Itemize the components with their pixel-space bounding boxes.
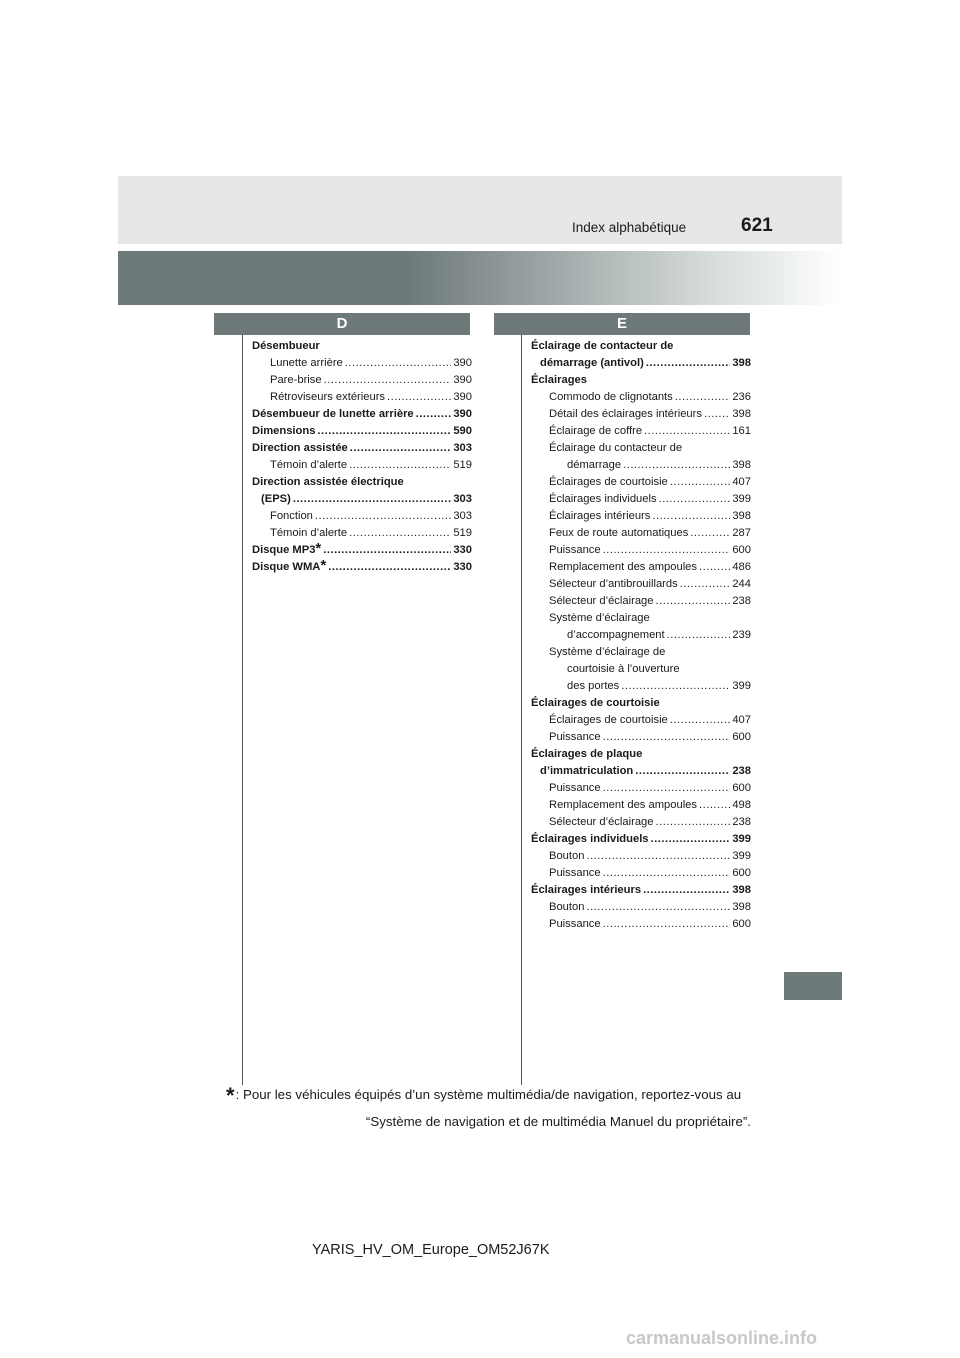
dot-leader	[603, 916, 731, 933]
index-entry	[531, 797, 751, 814]
dot-leader	[349, 525, 451, 542]
dot-leader	[586, 899, 730, 916]
index-entry	[531, 491, 751, 508]
index-entry-text: Bouton	[549, 850, 585, 862]
dot-leader	[293, 491, 451, 508]
index-entry-text: Système d’éclairage	[549, 612, 650, 624]
index-entry	[252, 474, 472, 491]
letter-heading-d: D	[214, 313, 470, 335]
index-entry-text: d’accompagnement	[567, 629, 665, 641]
index-entry	[531, 899, 751, 916]
index-entry	[531, 729, 751, 746]
index-page-number: 519	[453, 459, 472, 471]
index-page-number: 398	[732, 408, 751, 420]
dot-leader	[643, 882, 730, 899]
index-entry-text: Éclairages individuels	[531, 833, 649, 845]
index-entry	[531, 440, 751, 457]
footnote-line-2: “Système de navigation et de multimédia Manuel du propriétaire”.	[365, 1114, 751, 1129]
dot-leader	[603, 780, 731, 797]
index-page-number: 238	[732, 595, 751, 607]
dot-leader	[699, 797, 730, 814]
dot-leader	[680, 576, 731, 593]
document-code: YARIS_HV_OM_Europe_OM52J67K	[312, 1242, 550, 1258]
index-entry-text: Sélecteur d’éclairage	[549, 595, 654, 607]
index-entry	[531, 627, 751, 644]
index-entry-text: Éclairage de coffre	[549, 425, 643, 437]
index-entry-text: Désembueur de lunette arrière	[252, 408, 414, 420]
index-entry	[252, 406, 472, 423]
dot-leader	[690, 525, 730, 542]
index-entry-text: Éclairage de contacteur de	[531, 340, 674, 352]
index-entry-text: Éclairages de courtoisie	[531, 697, 660, 709]
index-entry-text: Direction assistée	[252, 442, 348, 454]
dot-leader	[324, 372, 452, 389]
index-entry	[531, 610, 751, 627]
dot-leader	[655, 593, 730, 610]
index-page-number: 390	[453, 357, 472, 369]
index-entry	[531, 576, 751, 593]
index-page-number: 390	[453, 391, 472, 403]
dot-leader	[345, 355, 452, 372]
dot-leader	[699, 559, 730, 576]
index-page-number: 398	[732, 901, 751, 913]
index-entry-text: Témoin d’alerte	[270, 527, 348, 539]
index-page-number: 303	[453, 510, 472, 522]
index-entry-text: Éclairages	[531, 374, 587, 386]
index-entry-text: d’immatriculation	[540, 765, 634, 777]
index-page-number: 238	[732, 816, 751, 828]
index-entry	[531, 355, 751, 372]
index-page-number: 398	[732, 884, 751, 896]
dot-leader	[317, 423, 451, 440]
dot-leader	[603, 729, 731, 746]
dot-leader	[586, 848, 730, 865]
index-page-number: 398	[732, 357, 751, 369]
index-entry	[531, 593, 751, 610]
index-entry-text: démarrage (antivol)	[540, 357, 644, 369]
index-entry	[252, 440, 472, 457]
index-entry-text: Détail des éclairages intérieurs	[549, 408, 702, 420]
dot-leader	[704, 406, 730, 423]
index-entry	[531, 559, 751, 576]
index-entry	[252, 423, 472, 440]
index-entry	[252, 525, 472, 542]
index-page-number: 398	[732, 459, 751, 471]
footnote	[226, 1082, 751, 1135]
index-page-number: 600	[732, 544, 751, 556]
index-page-number: 398	[732, 510, 751, 522]
index-entry-text: Sélecteur d’éclairage	[549, 816, 654, 828]
index-entry-text: Bouton	[549, 901, 585, 913]
dot-leader	[387, 389, 451, 406]
index-entry	[531, 746, 751, 763]
dot-leader	[651, 831, 731, 848]
header-bar	[118, 176, 842, 244]
index-page-number: 239	[732, 629, 751, 641]
dot-leader	[670, 712, 731, 729]
index-entry	[531, 644, 751, 661]
column-rule-e	[521, 335, 522, 1085]
index-entry-text: Puissance	[549, 731, 601, 743]
index-entry-text: démarrage	[567, 459, 622, 471]
index-entry	[252, 457, 472, 474]
index-entry-text: Direction assistée électrique	[252, 476, 404, 488]
index-entry	[531, 865, 751, 882]
dot-leader	[349, 457, 451, 474]
index-entry	[252, 389, 472, 406]
dot-leader	[621, 678, 730, 695]
index-page-number: 600	[732, 867, 751, 879]
index-entry-text: Disque WMA	[252, 561, 321, 573]
dot-leader	[675, 389, 731, 406]
index-entry	[531, 916, 751, 933]
dot-leader	[603, 542, 731, 559]
index-page-number: 390	[453, 374, 472, 386]
index-entry-text: Rétroviseurs extérieurs	[270, 391, 386, 403]
index-column-d	[252, 338, 472, 576]
column-rule-d	[242, 335, 243, 1085]
index-page-number: 390	[453, 408, 472, 420]
index-page-number: 238	[732, 765, 751, 777]
index-entry	[531, 525, 751, 542]
index-page-number: 303	[453, 493, 472, 505]
index-entry-text: (EPS)	[261, 493, 291, 505]
index-entry-text: Éclairage du contacteur de	[549, 442, 683, 454]
index-entry	[531, 508, 751, 525]
index-entry	[252, 508, 472, 525]
index-entry	[531, 814, 751, 831]
index-entry	[531, 712, 751, 729]
footnote-star: *	[226, 1083, 235, 1108]
dot-leader	[328, 559, 451, 576]
index-entry	[531, 882, 751, 899]
index-entry	[252, 491, 472, 508]
footnote-line-1: : Pour les véhicules équipés d’un système multimédia/de navigation, reportez-vous au	[235, 1087, 742, 1102]
index-column-e	[531, 338, 751, 933]
page-number: 621	[741, 215, 773, 236]
index-entry	[531, 389, 751, 406]
index-entry-text: Lunette arrière	[270, 357, 343, 369]
index-entry-text: Éclairages individuels	[549, 493, 657, 505]
index-entry-text: Fonction	[270, 510, 313, 522]
index-page-number: 486	[732, 561, 751, 573]
index-entry-text: Témoin d’alerte	[270, 459, 348, 471]
chapter-tab	[784, 972, 842, 1000]
index-page-number: 236	[732, 391, 751, 403]
dot-leader	[659, 491, 731, 508]
index-entry	[531, 848, 751, 865]
index-page-number: 399	[732, 850, 751, 862]
index-entry-text: Dimensions	[252, 425, 316, 437]
index-entry-text: Sélecteur d’antibrouillards	[549, 578, 678, 590]
index-page-number: 330	[453, 544, 472, 556]
index-entry-text: Disque MP3	[252, 544, 316, 556]
index-page-number: 399	[732, 833, 751, 845]
index-entry-text: des portes	[567, 680, 620, 692]
index-entry-text: Remplacement des ampoules	[549, 799, 697, 811]
index-entry-text: Désembueur	[252, 340, 320, 352]
dot-leader	[635, 763, 730, 780]
header-gradient-band	[118, 251, 842, 305]
index-entry-text: Feux de route automatiques	[549, 527, 689, 539]
index-entry-text: Éclairages de plaque	[531, 748, 643, 760]
index-entry-text: Commodo de clignotants	[549, 391, 673, 403]
index-entry-text: Pare-brise	[270, 374, 322, 386]
index-entry: Disque MP3 * ..... 330	[252, 542, 472, 559]
dot-leader	[644, 423, 730, 440]
index-entry-text: courtoisie à l’ouverture	[567, 663, 680, 675]
letter-heading-e: E	[494, 313, 750, 335]
index-page-number: 519	[453, 527, 472, 539]
dot-leader	[416, 406, 452, 423]
index-page-number: 244	[732, 578, 751, 590]
index-page-number: 590	[453, 425, 472, 437]
index-page-number: 498	[732, 799, 751, 811]
index-page-number: 287	[732, 527, 751, 539]
index-entry	[531, 780, 751, 797]
index-page-number: 303	[453, 442, 472, 454]
index-entry	[531, 763, 751, 780]
dot-leader	[315, 508, 451, 525]
index-entry	[531, 695, 751, 712]
index-entry	[531, 406, 751, 423]
dot-leader	[603, 865, 731, 882]
dot-leader	[323, 542, 451, 559]
dot-leader	[623, 457, 730, 474]
index-entry	[531, 542, 751, 559]
index-entry	[252, 355, 472, 372]
index-page-number: 407	[732, 714, 751, 726]
dot-leader	[667, 627, 731, 644]
index-entry-text: Éclairages intérieurs	[549, 510, 651, 522]
index-entry-text: Éclairages intérieurs	[531, 884, 642, 896]
index-entry	[531, 338, 751, 355]
index-entry	[531, 678, 751, 695]
index-page-number: 399	[732, 493, 751, 505]
index-page-number: 600	[732, 918, 751, 930]
index-entry-text: Remplacement des ampoules	[549, 561, 697, 573]
index-entry	[531, 372, 751, 389]
index-entry	[252, 338, 472, 355]
index-page-number: 600	[732, 782, 751, 794]
section-title: Index alphabétique	[572, 220, 687, 235]
index-page-number: 161	[732, 425, 751, 437]
dot-leader	[655, 814, 730, 831]
index-entry	[531, 661, 751, 678]
index-entry	[252, 372, 472, 389]
index-page-number: 330	[453, 561, 472, 573]
index-entry	[531, 457, 751, 474]
index-page-number: 407	[732, 476, 751, 488]
watermark: carmanualsonline.info	[626, 1328, 818, 1348]
dot-leader	[670, 474, 731, 491]
index-entry-text: Éclairages de courtoisie	[549, 476, 668, 488]
index-entry-text: Puissance	[549, 782, 601, 794]
index-entry-text: Puissance	[549, 867, 601, 879]
index-entry	[531, 423, 751, 440]
index-entry-text: Puissance	[549, 544, 601, 556]
index-entry	[531, 474, 751, 491]
index-page-number: 399	[732, 680, 751, 692]
dot-leader	[652, 508, 730, 525]
index-entry-text: Éclairages de courtoisie	[549, 714, 668, 726]
index-page-number: 600	[732, 731, 751, 743]
dot-leader	[350, 440, 452, 457]
index-entry: Disque WMA * ..... 330	[252, 559, 472, 576]
index-entry	[531, 831, 751, 848]
index-entry-text: Puissance	[549, 918, 601, 930]
dot-leader	[646, 355, 731, 372]
index-entry-text: Système d’éclairage de	[549, 646, 666, 658]
